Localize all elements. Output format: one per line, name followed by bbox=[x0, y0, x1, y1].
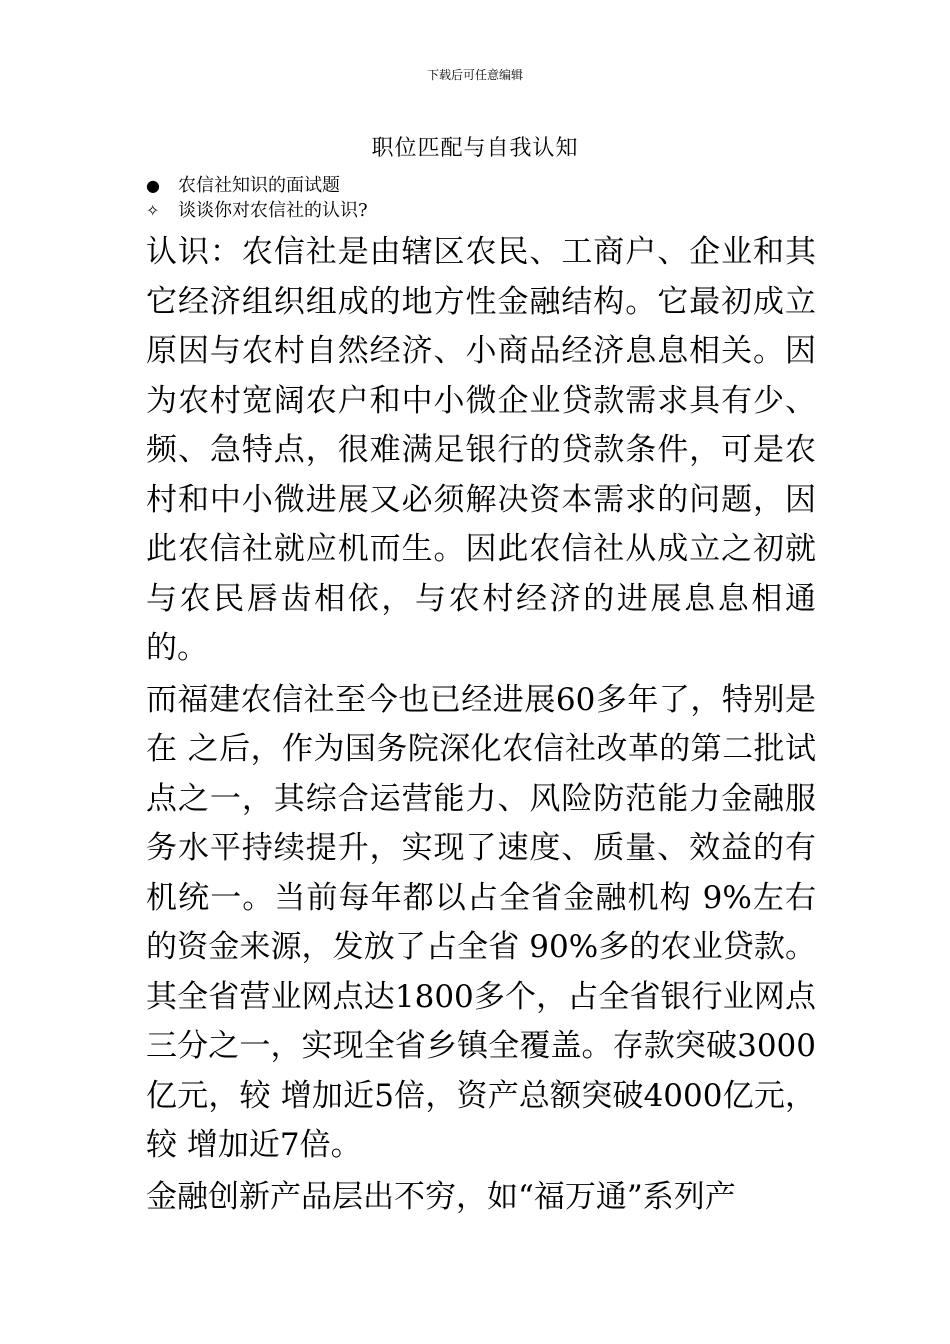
paragraph: 金融创新产品层出不穷，如“福万通”系列产 bbox=[146, 1178, 736, 1215]
bullet-item bbox=[146, 175, 340, 197]
filled-circle-bullet-icon: ● bbox=[146, 176, 160, 195]
bullet-text: 农信社知识的面试题 bbox=[178, 175, 340, 196]
body-text bbox=[146, 228, 816, 1222]
page-title: 职位匹配与自我认知 bbox=[371, 136, 579, 161]
bullet-item bbox=[146, 200, 368, 222]
paragraph: 而福建农信社至今也已经进展60多年了，特别是在 之后，作为国务院深化农信社改革的第二批试点之一，其综合运营能力、风险防范能力金融服务水平持续提升，实现了速度、质量、效益的有机统一。当前每年都以占全省金融机构 9%左右的资金来源，发放了占全省 90%多的农业贷款。其全省营业网点达1800多个，占全省银行业网点三分之一，实现全省乡镇全覆盖。存款突破3000亿元，较 增加近5倍，资产总额突破4000亿元，较 增加近7倍。 bbox=[146, 681, 816, 1163]
bullet-text: 谈谈你对农信社的认识? bbox=[178, 200, 368, 221]
four-point-star-bullet-icon: ✧ bbox=[146, 201, 160, 220]
paragraph: 认识：农信社是由辖区农民、工商户、企业和其它经济组织组成的地方性金融结构。它最初成立原因与农村自然经济、小商品经济息息相关。因为农村宽阔农户和中小微企业贷款需求具有少、频、急特点，很难满足银行的贷款条件，可是农村和中小微进展又必须解决资本需求的问题，因此农信社就应机而生。因此农信社从成立之初就与农民唇齿相依，与农村经济的进展息息相通的。 bbox=[146, 234, 816, 666]
header-note: 下载后可任意编辑 bbox=[426, 68, 523, 82]
